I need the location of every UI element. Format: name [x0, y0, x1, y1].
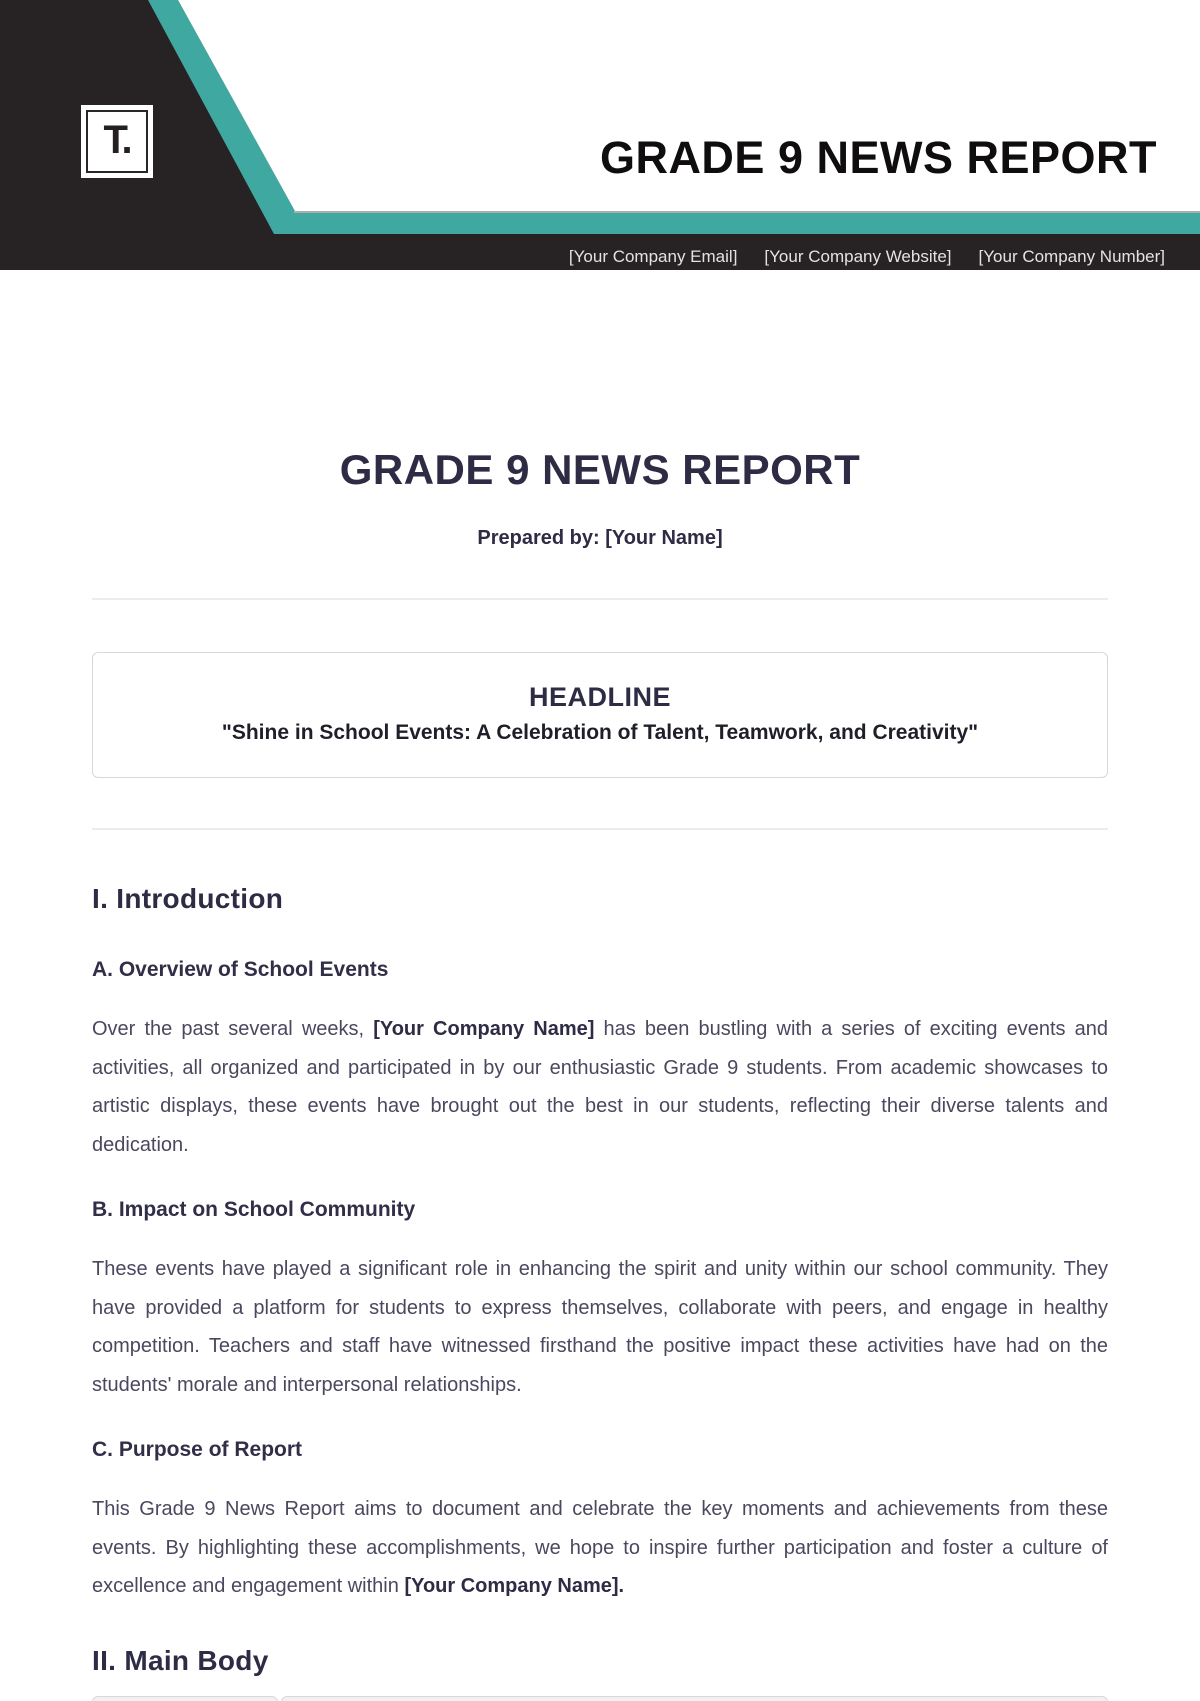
logo-letter: T. [103, 117, 131, 162]
wedge-hairline [294, 211, 1200, 213]
paragraph-text: has been bustling with a series of exciting events and activities, all organized and participated in by our enthusiastic Grade 9 students. From academic showcases to artistic displays, these events have brought out the best in our students, reflecting their diverse talents and dedication. [92, 1018, 1108, 1156]
subheading-purpose: C. Purpose of Report [92, 1438, 303, 1461]
company-email-placeholder: [Your Company Email] [568, 247, 738, 266]
company-name-placeholder: [Your Company Name] [373, 1018, 595, 1040]
headline-quote: "Shine in School Events: A Celebration of Talent, Teamwork, and Creativity" [221, 720, 979, 744]
table-header-row [92, 1696, 1108, 1701]
paragraph-text: This Grade 9 News Report aims to document and celebrate the key moments and achievements from these events. By highlighting these accomplishments, we hope to inspire further participation and foster a culture of excellence and engagement within [92, 1498, 1108, 1597]
document-title: GRADE 9 NEWS REPORT [339, 446, 861, 493]
company-logo [81, 105, 153, 178]
header-banner [0, 0, 1200, 270]
headline-box [92, 652, 1108, 778]
section-heading-introduction: I. Introduction [92, 883, 284, 914]
paragraph-impact [92, 1250, 1108, 1404]
headline-label: HEADLINE [528, 681, 671, 712]
paragraph-text: Over the past several weeks, [92, 1018, 374, 1040]
divider-top [92, 598, 1108, 600]
prepared-by-line: Prepared by: [Your Name] [477, 527, 723, 549]
table-header-cell [92, 1696, 278, 1701]
company-name-placeholder: [Your Company Name]. [404, 1575, 625, 1597]
company-website-placeholder: [Your Company Website] [764, 247, 952, 266]
subheading-impact: B. Impact on School Community [92, 1198, 416, 1221]
company-number-placeholder: [Your Company Number] [978, 247, 1165, 266]
table-header-cell [281, 1696, 1108, 1701]
contact-row [569, 247, 1165, 267]
paragraph-purpose [92, 1490, 1108, 1606]
subheading-overview: A. Overview of School Events [92, 958, 389, 981]
header-title: GRADE 9 NEWS REPORT [599, 132, 1157, 183]
logo-frame [86, 110, 148, 173]
document-content [0, 446, 1200, 1701]
section-heading-main-body: II. Main Body [92, 1644, 269, 1676]
paragraph-text: These events have played a significant role in enhancing the spirit and unity within our school community. They have provided a platform for students to express themselves, collaborate with peers, and engage in healthy competition. Teachers and staff have witnessed firsthand the positive impact these activities have had on the students' morale and interpersonal relationships. [92, 1258, 1108, 1396]
paragraph-overview [92, 1010, 1108, 1164]
divider-below-headline [92, 828, 1108, 830]
